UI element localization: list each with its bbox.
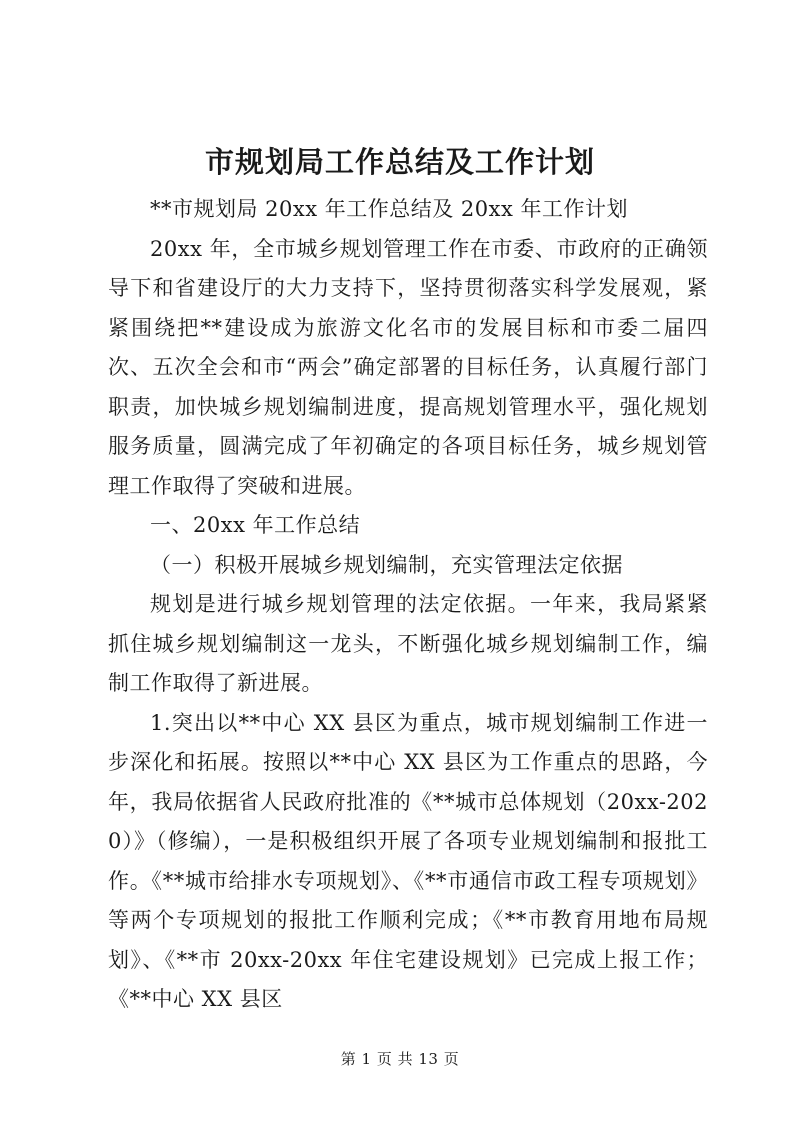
intro-paragraph: 20xx 年，全市城乡规划管理工作在市委、市政府的正确领导下和省建设厅的大力支持下，坚持贯彻落实科学发展观，紧紧围绕把**建设成为旅游文化名市的发展目标和市委二届四次、五次全会和市“两会”确定部署的目标任务，认真履行部门职责，加快城乡规划编制进度，提高规划管理水平，强化规划服务质量，圆满完成了年初确定的各项目标任务，城乡规划管理工作取得了突破和进展。 (108, 236, 708, 498)
page-number-footer: 第 1 页 共 13 页 (340, 1050, 460, 1068)
body-paragraph: 规划是进行城乡规划管理的法定依据。一年来，我局紧紧抓住城乡规划编制这一龙头，不断强化城乡规划编制工作，编制工作取得了新进展。 (108, 592, 708, 695)
document-body (108, 190, 708, 1020)
subtitle-paragraph: **市规划局 20xx 年工作总结及 20xx 年工作计划 (150, 197, 629, 221)
subsection-heading: （一）积极开展城乡规划编制，充实管理法定依据 (150, 552, 623, 577)
body-paragraph: 1.突出以**中心 XX 县区为重点，城市规划编制工作进一步深化和拓展。按照以**中心 XX 县区为工作重点的思路，今年，我局依据省人民政府批准的《**城市总体规划（20xx-2020）》（修编），一是积极组织开展了各项专业规划编制和报批工作。《**城市给排水专项规划》、《**市通信市政工程专项规划》等两个专项规划的报批工作顺利完成；《**市教育用地布局规划》、《**市 20xx-20xx 年住宅建设规划》已完成上报工作；《**中心 XX 县区 (108, 710, 708, 1011)
document-title: 市规划局工作总结及工作计划 (204, 145, 595, 179)
section-heading: 一、20xx 年工作总结 (150, 513, 361, 537)
